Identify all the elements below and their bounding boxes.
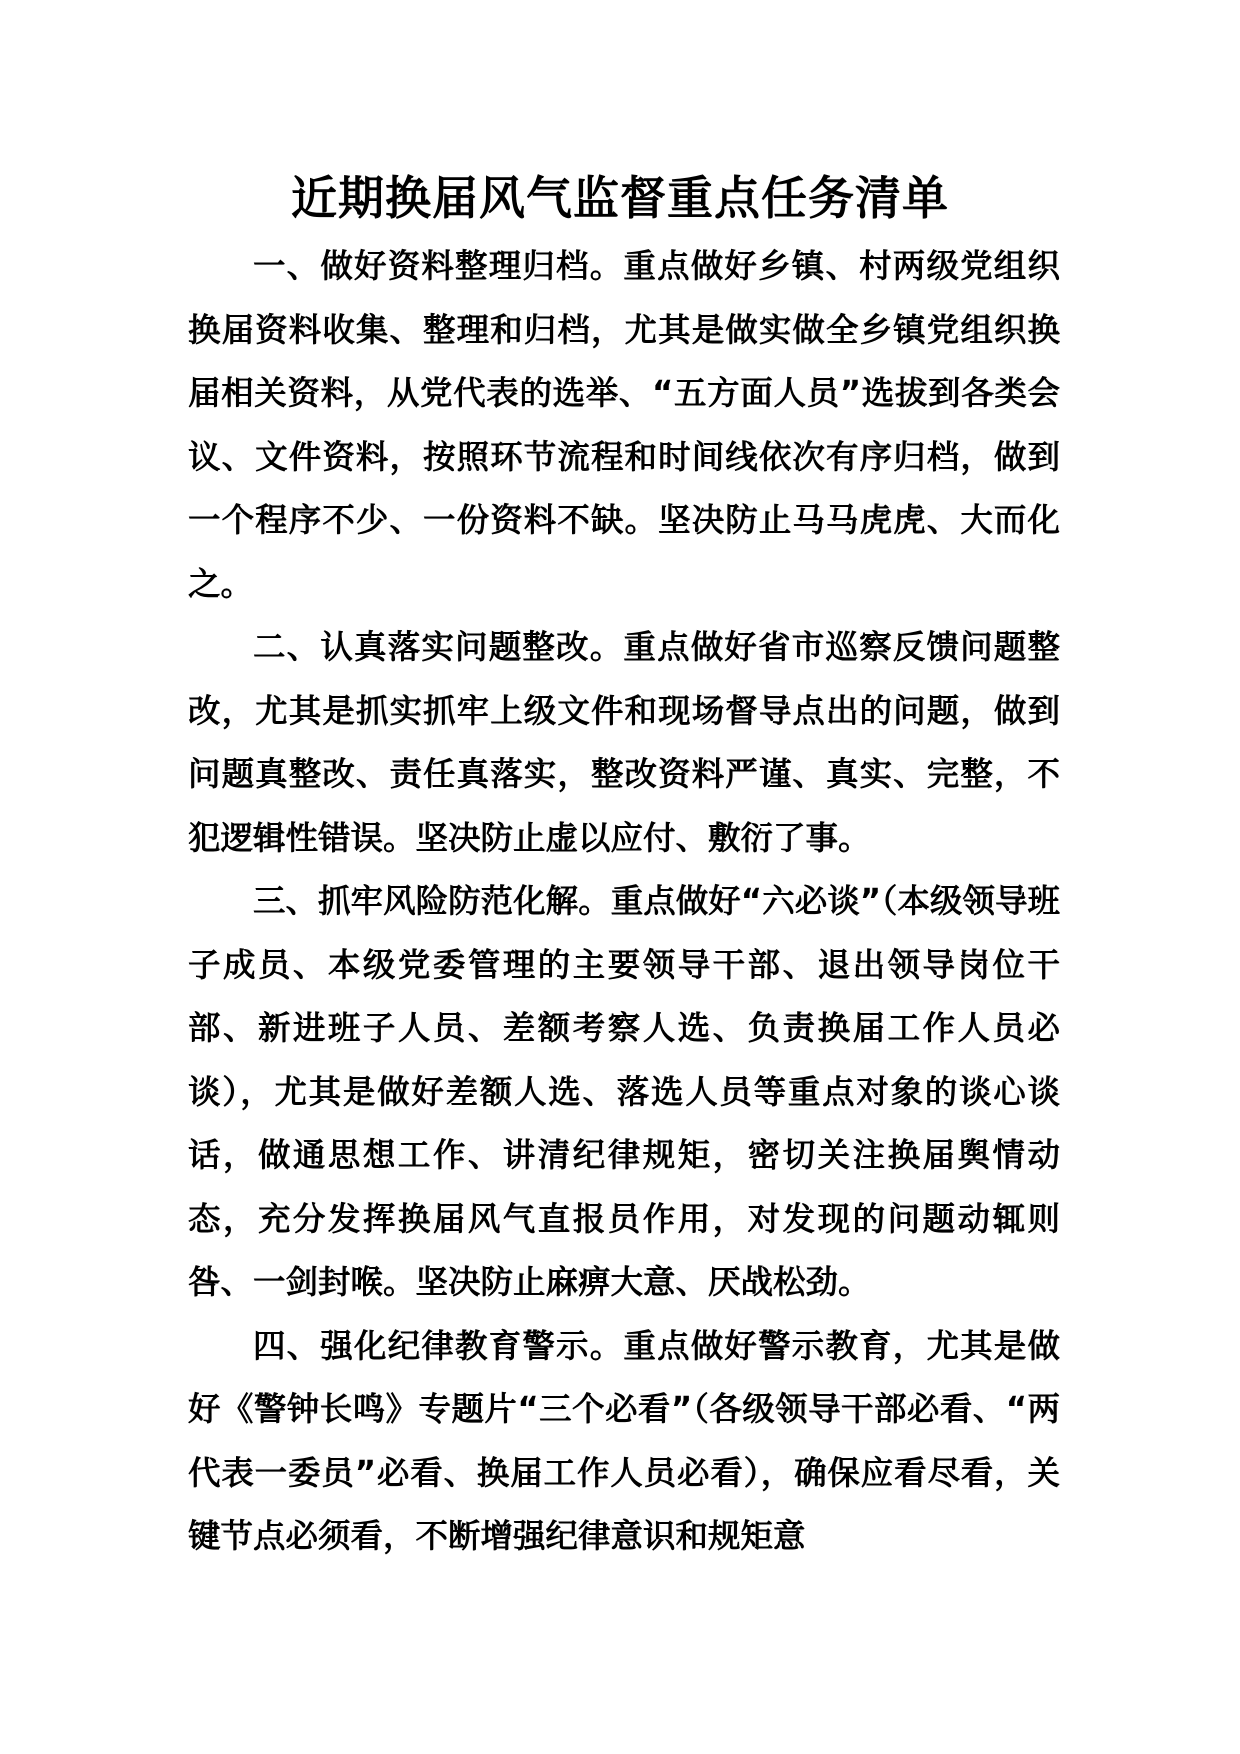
paragraph-1: 一、做好资料整理归档。重点做好乡镇、村两级党组织换届资料收集、整理和归档，尤其是做实做全乡镇党组织换届相关资料，从党代表的选举、“五方面人员”选拔到各类会议、文件资料，按照环节流程和时间线依次有序归档，做到一个程序不少、一份资料不缺。坚决防止马马虎虎、大而化之。 (188, 247, 1060, 603)
paragraph-2: 二、认真落实问题整改。重点做好省市巡察反馈问题整改，尤其是抓实抓牢上级文件和现场督导点出的问题，做到问题真整改、责任真落实，整改资料严谨、真实、完整，不犯逻辑性错误。坚决防止虚以应付、敷衍了事。 (188, 628, 1060, 857)
paragraph-3: 三、抓牢风险防范化解。重点做好“六必谈”（本级领导班子成员、本级党委管理的主要领导干部、退出领导岗位干部、新进班子人员、差额考察人选、负责换届工作人员必谈），尤其是做好差额人选、落选人员等重点对象的谈心谈话，做通思想工作、讲清纪律规矩，密切关注换届舆情动态，充分发挥换届风气直报员作用，对发现的问题动辄则咎、一剑封喉。坚决防止麻痹大意、厌战松劲。 (188, 882, 1060, 1301)
paragraph-4: 四、强化纪律教育警示。重点做好警示教育，尤其是做好《警钟长鸣》专题片“三个必看”（各级领导干部必看、“两代表一委员”必看、换届工作人员必看），确保应看尽看，关键节点必须看，不断增强纪律意识和规矩意 (188, 1326, 1060, 1555)
document-body (188, 235, 1060, 1569)
document-title: 近期换届风气监督重点任务清单 (291, 171, 949, 225)
